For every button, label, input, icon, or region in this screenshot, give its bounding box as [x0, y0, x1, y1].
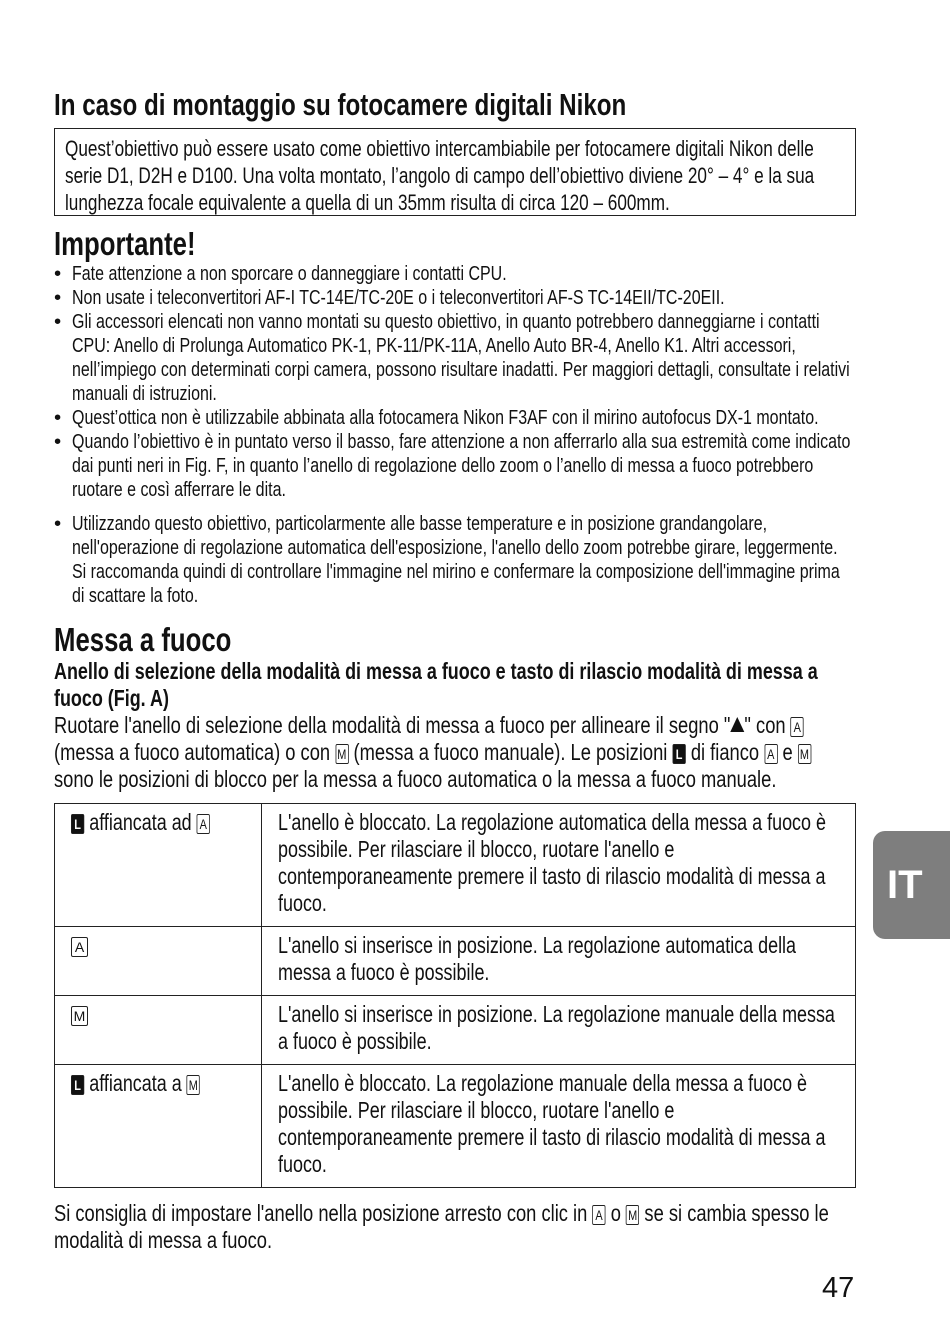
- list-item: [54, 406, 856, 430]
- focus-title: [54, 622, 856, 658]
- list-item-text: Fate attenzione a non sporcare o danneggiare i contatti CPU.: [72, 262, 507, 285]
- section-title-text: In caso di montaggio su fotocamere digitali Nikon: [54, 87, 627, 122]
- lock-symbol-icon: L: [71, 1075, 84, 1095]
- manual-focus-symbol-icon: M: [187, 1075, 200, 1095]
- focus-intro-text: e: [777, 739, 798, 765]
- table-cell-description: [262, 927, 856, 996]
- language-tab: IT: [873, 831, 950, 939]
- auto-focus-symbol-icon: A: [791, 717, 804, 737]
- footer-text: Si consiglia di impostare l'anello nella posizione arresto con clic in: [54, 1200, 593, 1226]
- table-cell-description: [262, 996, 856, 1065]
- mode-description: L'anello è bloccato. La regolazione manuale della messa a fuoco è possibile. Per rilasciare il blocco, ruotare l'anello e contemporaneamente premere il tasto di rilascio modalità di messa a fuoco.: [278, 1070, 826, 1177]
- manual-focus-symbol-icon: M: [798, 744, 811, 764]
- list-item-text: Quando l’obiettivo è in puntato verso il basso, fare attenzione a non afferrarlo alla sua estremità come indicato dai punti neri in Fig. F, in quanto l’anello di regolazione dello zoom o l’anello di messa a fuoco potrebbero ruotare e così afferrare le dita.: [72, 430, 851, 501]
- focus-subtitle: [54, 658, 856, 712]
- triangle-mark-icon: [730, 717, 744, 732]
- table-cell-mode: [55, 996, 262, 1065]
- important-list: [54, 262, 856, 608]
- table-cell-mode: [55, 927, 262, 996]
- focus-intro-text: Ruotare l'anello di selezione della modalità di messa a fuoco per allineare il segno ": [54, 712, 731, 738]
- table-cell-mode: [55, 804, 262, 927]
- manual-focus-symbol-icon: M: [71, 1006, 88, 1026]
- footer-text: se si cambia spesso le modalità di messa a fuoco.: [54, 1200, 829, 1253]
- bullet-icon: •: [54, 512, 62, 535]
- mode-label: affiancata a: [84, 1070, 187, 1096]
- manual-focus-symbol-icon: M: [626, 1205, 639, 1225]
- bullet-icon: •: [54, 310, 62, 333]
- bullet-icon: •: [54, 286, 62, 309]
- mode-label: affiancata ad: [84, 809, 197, 835]
- lock-symbol-icon: L: [672, 744, 685, 764]
- table-row: [55, 927, 856, 996]
- important-title: [54, 226, 856, 262]
- list-item-text: Gli accessori elencati non vanno montati su questo obiettivo, in quanto potrebbero danneggiarne i contatti CPU: Anello di Prolunga Automatico PK-1, PK-11/PK-11A, Anello Auto BR-4, Anello K1. Altri accessori, nell’impiego con determinati corpi camera, possono risultare inadatti. Per maggiori dettagli, consultate i relativi manuali di istruzioni.: [72, 310, 850, 405]
- manual-page: [54, 86, 856, 1254]
- auto-focus-symbol-icon: A: [71, 937, 88, 957]
- list-item-text: Quest’ottica non è utilizzabile abbinata alla fotocamera Nikon F3AF con il mirino autofocus DX-1 montato.: [72, 406, 819, 429]
- section-title: [54, 86, 856, 124]
- focus-mode-table: [54, 803, 856, 1188]
- list-item-text: Non usate i teleconvertitori AF-I TC-14E/TC-20E o i teleconvertitori AF-S TC-14EII/TC-20EII.: [72, 286, 725, 309]
- mode-description: L'anello è bloccato. La regolazione automatica della messa a fuoco è possibile. Per rilasciare il blocco, ruotare l'anello e contemporaneamente premere il tasto di rilascio modalità di messa a fuoco.: [278, 809, 826, 916]
- focus-title-text: Messa a fuoco: [54, 621, 232, 658]
- manual-focus-symbol-icon: M: [335, 744, 348, 764]
- important-title-text: Importante!: [54, 225, 196, 262]
- focus-intro-text: " con: [744, 712, 791, 738]
- bullet-icon: •: [54, 406, 62, 429]
- auto-focus-symbol-icon: A: [764, 744, 777, 764]
- focus-intro-text: di fianco: [685, 739, 765, 765]
- focus-intro-text: sono le posizioni di blocco per la messa a fuoco automatica o la messa a fuoco manuale.: [54, 766, 777, 792]
- footer-text: o: [605, 1200, 627, 1226]
- focus-intro-text: (messa a fuoco manuale). Le posizioni: [348, 739, 673, 765]
- focus-footer-note: [54, 1200, 856, 1254]
- list-item: [54, 512, 856, 608]
- list-item-text: Utilizzando questo obiettivo, particolarmente alle basse temperature e in posizione grandangolare, nell'operazione di regolazione automatica dell'esposizione, l'anello dello zoom potrebbe girare, leggermente. Si raccomanda quindi di controllare l'immagine nel mirino e confermare la composizione dell'immagine prima di scattare la foto.: [72, 512, 840, 607]
- table-cell-description: [262, 1065, 856, 1188]
- mode-description: L'anello si inserisce in posizione. La regolazione manuale della messa a fuoco è possibile.: [278, 1001, 835, 1054]
- table-row: [55, 1065, 856, 1188]
- list-item: [54, 286, 856, 310]
- lock-symbol-icon: L: [71, 814, 84, 834]
- focus-intro-text: (messa a fuoco automatica) o con: [54, 739, 336, 765]
- table-row: [55, 996, 856, 1065]
- list-item: [54, 430, 856, 502]
- focus-intro: [54, 712, 856, 793]
- auto-focus-symbol-icon: A: [197, 814, 210, 834]
- intro-text: Quest’obiettivo può essere usato come obiettivo intercambiabile per fotocamere digitali Nikon delle serie D1, D2H e D100. Una volta montato, l’angolo di campo dell’obiettivo diviene 20° – 4° e la sua lunghezza focale equivalente a quella di un 35mm risulta di circa 120 – 600mm.: [65, 136, 815, 215]
- table-cell-mode: [55, 1065, 262, 1188]
- table-row: [55, 804, 856, 927]
- table-cell-description: [262, 804, 856, 927]
- bullet-icon: •: [54, 262, 62, 285]
- focus-subtitle-text: Anello di selezione della modalità di messa a fuoco e tasto di rilascio modalità di messa a fuoco (Fig. A): [54, 658, 818, 711]
- page-number: 47: [822, 1272, 855, 1304]
- list-item: [54, 310, 856, 406]
- bullet-icon: •: [54, 430, 62, 453]
- intro-box: [54, 128, 856, 216]
- list-item: [54, 262, 856, 286]
- mode-description: L'anello si inserisce in posizione. La regolazione automatica della messa a fuoco è possibile.: [278, 932, 797, 985]
- auto-focus-symbol-icon: A: [592, 1205, 605, 1225]
